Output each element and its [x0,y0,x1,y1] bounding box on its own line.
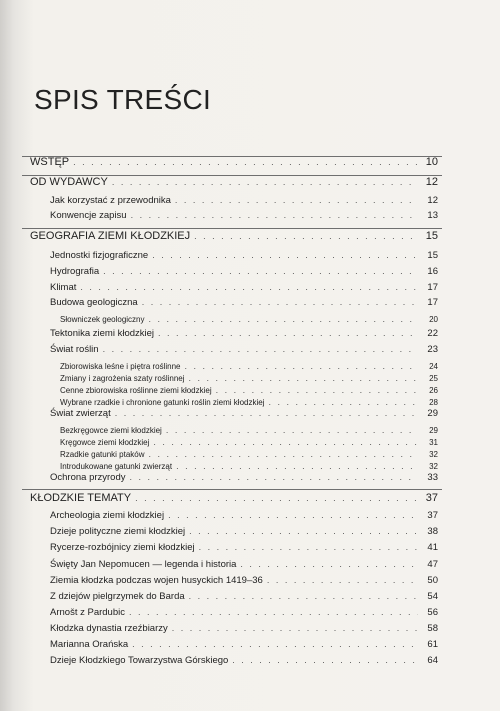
toc-entry-label: Kłodzka dynastia rzeźbiarzy [50,623,168,634]
leader-dots [267,575,418,585]
divider [22,489,442,490]
toc-entry-label: Konwencje zapisu [50,210,127,221]
toc-entry-page: 22 [427,328,438,339]
leader-dots [166,425,418,435]
toc-entry[interactable] [30,230,438,242]
toc-entry-label: Dzieje Kłodzkiego Towarzystwa Górskiego [50,655,229,666]
toc-entry-label: Archeologia ziemi kłodzkiej [50,510,165,521]
toc-entry-page: 61 [427,639,438,650]
toc-entry-label: WSTĘP [30,156,70,168]
toc-entry[interactable] [30,492,438,504]
leader-dots [112,177,418,187]
leader-dots [189,526,418,536]
toc-entry-label: Święty Jan Nepomucen — legenda i historia [50,559,237,570]
toc-entry-page: 38 [427,526,438,537]
leader-dots [149,449,419,459]
toc-entry[interactable] [60,461,438,471]
toc-entry-label: Świat roślin [50,344,99,355]
leader-dots [153,437,418,447]
toc-entry[interactable] [50,210,438,221]
toc-entry[interactable] [50,623,438,634]
toc-entry[interactable] [60,437,438,447]
toc-entry-page: 25 [429,374,438,383]
toc-entry-page: 32 [429,462,438,471]
toc-entry[interactable] [50,639,438,650]
page-title: SPIS TREŚCI [34,84,212,115]
toc-entry-label: KŁODZKIE TEMATY [30,492,132,504]
toc-entry-page: 23 [427,344,438,355]
toc-entry-label: GEOGRAFIA ZIEMI KŁODZKIEJ [30,230,191,242]
divider [22,228,442,229]
toc-entry[interactable] [60,361,438,371]
toc-entry-label: Dzieje polityczne ziemi kłodzkiej [50,526,186,537]
toc-entry[interactable] [60,373,438,383]
leader-dots [103,344,418,354]
toc-entry-page: 12 [427,195,438,206]
toc-entry[interactable] [50,344,438,355]
toc-entry-label: Kręgowce ziemi kłodzkiej [60,438,150,447]
toc-entry-label: Rycerze-rozbójnicy ziemi kłodzkiej [50,542,195,553]
toc-entry-label: Zbiorowiska leśne i piętra roślinne [60,362,181,371]
toc-entry[interactable] [60,449,438,459]
toc-entry[interactable] [30,176,438,188]
toc-entry-label: Jak korzystać z przewodnika [50,195,171,206]
leader-dots [149,314,419,324]
leader-dots [130,472,418,482]
leader-dots [129,607,418,617]
toc-entry-label: Z dziejów pielgrzymek do Barda [50,591,185,602]
toc-entry-label: Świat zwierząt [50,408,111,419]
toc-entry[interactable] [30,156,438,168]
leader-dots [132,639,418,649]
leader-dots [176,461,418,471]
leader-dots [142,297,418,307]
toc-entry[interactable] [50,542,438,553]
toc-entry-page: 15 [425,230,438,242]
toc-entry[interactable] [50,408,438,419]
leader-dots [268,397,418,407]
toc-entry-page: 58 [427,623,438,634]
toc-entry-label: Słowniczek geologiczny [60,315,145,324]
toc-entry-page: 37 [425,492,438,504]
toc-entry[interactable] [50,526,438,537]
toc-entry-page: 37 [427,510,438,521]
toc-entry[interactable] [50,591,438,602]
leader-dots [103,266,418,276]
leader-dots [131,210,418,220]
toc-entry[interactable] [50,510,438,521]
toc-entry[interactable] [50,328,438,339]
toc-entry-page: 17 [427,297,438,308]
toc-entry-label: OD WYDAWCY [30,176,108,188]
leader-dots [135,493,418,503]
toc-entry[interactable] [50,266,438,277]
leader-dots [216,385,418,395]
toc-entry-label: Marianna Orańska [50,639,129,650]
toc-entry[interactable] [60,385,438,395]
leader-dots [232,655,418,665]
toc-entry-page: 26 [429,386,438,395]
leader-dots [172,623,418,633]
toc-entry-page: 47 [427,559,438,570]
toc-entry-page: 64 [427,655,438,666]
toc-entry-page: 28 [429,398,438,407]
toc-entry-page: 54 [427,591,438,602]
toc-entry-label: Introdukowane gatunki zwierząt [60,462,173,471]
toc-entry-page: 29 [429,426,438,435]
toc-entry[interactable] [60,314,438,324]
toc-entry-page: 12 [425,176,438,188]
toc-entry-page: 10 [425,156,438,168]
toc-entry-label: Bezkręgowce ziemi kłodzkiej [60,426,162,435]
toc-entry-label: Klimat [50,282,77,293]
toc-entry-label: Tektonika ziemi kłodzkiej [50,328,155,339]
toc-entry-page: 50 [427,575,438,586]
leader-dots [194,231,418,241]
toc-entry[interactable] [60,425,438,435]
toc-entry-page: 33 [427,472,438,483]
toc-entry-page: 13 [427,210,438,221]
toc-entry-page: 20 [429,315,438,324]
toc-entry-page: 16 [427,266,438,277]
toc-entry[interactable] [50,607,438,618]
toc-entry[interactable] [60,397,438,407]
toc-entry-page: 24 [429,362,438,371]
leader-dots [175,195,418,205]
leader-dots [152,250,418,260]
toc-entry-label: Arnošt z Pardubic [50,607,125,618]
toc-entry-label: Rzadkie gatunki ptaków [60,450,145,459]
toc-entry[interactable] [50,472,438,483]
toc-entry-page: 32 [429,450,438,459]
leader-dots [189,373,419,383]
toc-entry-label: Ziemia kłodzka podczas wojen husyckich 1419–36 [50,575,263,586]
toc-entry-label: Budowa geologiczna [50,297,138,308]
leader-dots [168,510,418,520]
toc-entry[interactable] [50,297,438,308]
toc-entry-page: 29 [427,408,438,419]
leader-dots [185,361,419,371]
toc-entry[interactable] [50,195,438,206]
leader-dots [115,408,418,418]
toc-entry[interactable] [50,575,438,586]
leader-dots [189,591,418,601]
toc-entry[interactable] [50,559,438,570]
toc-entry-page: 41 [427,542,438,553]
leader-dots [80,282,418,292]
toc-entry-label: Hydrografia [50,266,100,277]
leader-dots [240,559,418,569]
toc-entry-page: 31 [429,438,438,447]
toc-entry[interactable] [50,655,438,666]
leader-dots [73,157,418,167]
toc-entry-label: Ochrona przyrody [50,472,126,483]
toc-entry-page: 17 [427,282,438,293]
toc-entry[interactable] [50,282,438,293]
toc-entry-label: Wybrane rzadkie i chronione gatunki roślin ziemi kłodzkiej [60,398,265,407]
toc-entry-page: 56 [427,607,438,618]
toc-entry-page: 15 [427,250,438,261]
leader-dots [158,328,418,338]
toc-entry-label: Cenne zbiorowiska roślinne ziemi kłodzkiej [60,386,212,395]
toc-entry-label: Jednostki fizjograficzne [50,250,149,261]
toc-entry-label: Zmiany i zagrożenia szaty roślinnej [60,374,185,383]
toc-entry[interactable] [50,250,438,261]
leader-dots [199,542,418,552]
